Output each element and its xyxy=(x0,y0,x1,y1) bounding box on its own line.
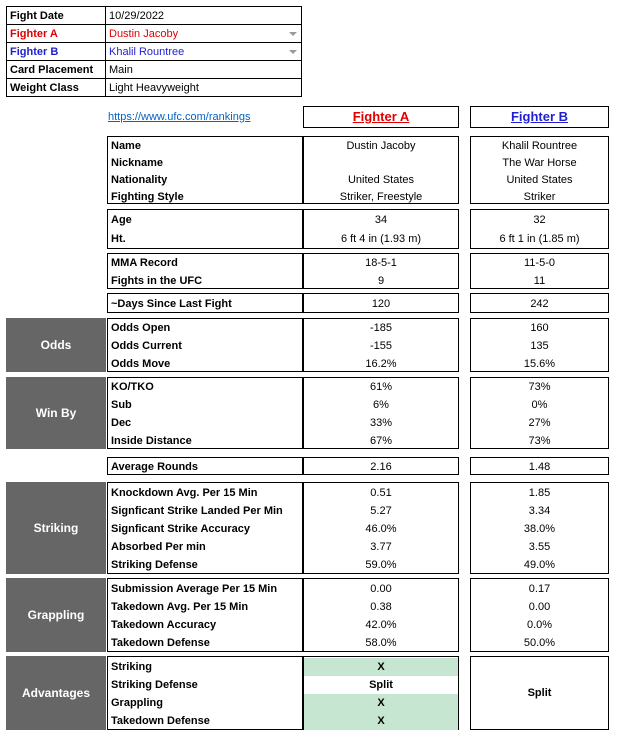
advantages-fighter-b-value: Split xyxy=(527,687,552,699)
odds-current-label: Odds Current xyxy=(111,340,182,352)
striking-fighter-a-values xyxy=(303,482,459,574)
dec-label: Dec xyxy=(111,417,132,429)
average-rounds-labels xyxy=(107,457,303,475)
takedown-avg-per-15-min-label: Takedown Avg. Per 15 Min xyxy=(111,601,249,613)
fighter-b-row xyxy=(7,43,302,61)
physical-fighter-a-values xyxy=(303,209,459,249)
weight-class-row xyxy=(7,79,302,97)
dec-fighter-a-value: 33% xyxy=(369,417,393,429)
signficant-strike-landed-per-min-fighter-a-value: 5.27 xyxy=(370,505,392,517)
odds-current-fighter-a-value: -155 xyxy=(369,340,393,352)
grappling-fighter-a-values xyxy=(303,578,459,652)
dec-fighter-b-value: 27% xyxy=(528,417,551,429)
days-since-last-fight-fighter-a-value: 120 xyxy=(371,298,391,310)
weight-class-label: Weight Class xyxy=(7,79,106,97)
age-fighter-a-value: 34 xyxy=(374,214,388,226)
fights-in-the-ufc-fighter-b-value: 11 xyxy=(533,275,546,287)
advantages-fighter-b-values xyxy=(470,656,609,730)
absorbed-per-min-fighter-b-value: 3.55 xyxy=(528,541,551,553)
fighter-a-value: Dustin Jacoby xyxy=(109,27,179,40)
average-rounds-fighter-b-values xyxy=(470,457,609,475)
average-rounds-fighter-a-value: 2.16 xyxy=(370,461,392,473)
profile-fighter-b-values xyxy=(470,136,609,204)
physical-labels xyxy=(107,209,303,249)
record-labels xyxy=(107,253,303,289)
signficant-strike-accuracy-fighter-b-value: 38.0% xyxy=(523,523,556,535)
profile-fighter-a-values xyxy=(303,136,459,204)
striking-defense-label: Striking Defense xyxy=(111,679,198,691)
odds-open-label: Odds Open xyxy=(111,322,171,334)
striking-defense-label: Striking Defense xyxy=(111,559,198,571)
win-by-fighter-a-values xyxy=(303,377,459,449)
odds-section-header: Odds xyxy=(6,318,106,372)
advantages-fighter-a-values xyxy=(303,656,459,730)
grappling-labels xyxy=(107,578,303,652)
striking-defense-fighter-b-value: 49.0% xyxy=(523,559,556,571)
fighter-b-header: Fighter B xyxy=(470,106,609,128)
takedown-defense-fighter-a-value: 58.0% xyxy=(365,637,397,649)
inside-distance-label: Inside Distance xyxy=(111,435,192,447)
ht-label: Ht. xyxy=(111,233,126,245)
knockdown-avg-per-15-min-fighter-b-value: 1.85 xyxy=(528,487,551,499)
win-by-fighter-b-values xyxy=(470,377,609,449)
submission-average-per-15-min-fighter-a-value: 0.00 xyxy=(370,583,392,595)
record-fighter-a-values xyxy=(303,253,459,289)
days-since-last-fight-fighter-b-value: 242 xyxy=(530,298,549,310)
signficant-strike-landed-per-min-fighter-b-value: 3.34 xyxy=(528,505,551,517)
fight-date-value[interactable]: 10/29/2022 xyxy=(106,7,302,25)
signficant-strike-accuracy-fighter-a-value: 46.0% xyxy=(365,523,397,535)
ht-fighter-a-value: 6 ft 4 in (1.93 m) xyxy=(340,233,422,245)
submission-average-per-15-min-label: Submission Average Per 15 Min xyxy=(111,583,278,595)
knockdown-avg-per-15-min-label: Knockdown Avg. Per 15 Min xyxy=(111,487,258,499)
card-placement-label: Card Placement xyxy=(7,61,106,79)
takedown-defense-fighter-b-value: 50.0% xyxy=(523,637,556,649)
record-fighter-b-values xyxy=(470,253,609,289)
profile-labels xyxy=(107,136,303,204)
takedown-defense-label: Takedown Defense xyxy=(111,637,210,649)
nickname-label: Nickname xyxy=(111,157,163,169)
grappling-fighter-b-values xyxy=(470,578,609,652)
takedown-accuracy-label: Takedown Accuracy xyxy=(111,619,217,631)
name-fighter-b-value: Khalil Rountree xyxy=(501,140,578,152)
takedown-accuracy-fighter-a-value: 42.0% xyxy=(365,619,397,631)
name-label: Name xyxy=(111,140,141,152)
odds-open-fighter-b-value: 160 xyxy=(530,322,549,334)
ko-tko-fighter-b-value: 73% xyxy=(528,381,551,393)
odds-move-label: Odds Move xyxy=(111,358,171,370)
physical-fighter-b-values xyxy=(470,209,609,249)
signficant-strike-accuracy-label: Signficant Strike Accuracy xyxy=(111,523,250,535)
grappling-label: Grappling xyxy=(111,697,163,709)
odds-move-fighter-a-value: 16.2% xyxy=(365,358,397,370)
striking-defense-fighter-a-value: Split xyxy=(369,679,393,691)
odds-open-fighter-a-value: -185 xyxy=(369,322,393,334)
fighter-b-select[interactable] xyxy=(106,43,302,61)
rankings-link[interactable]: https://www.ufc.com/rankings xyxy=(108,111,251,123)
average-rounds-fighter-b-value: 1.48 xyxy=(528,461,551,473)
card-placement-row xyxy=(7,61,302,79)
ko-tko-label: KO/TKO xyxy=(111,381,154,393)
signficant-strike-landed-per-min-label: Signficant Strike Landed Per Min xyxy=(111,505,283,517)
takedown-avg-per-15-min-fighter-a-value: 0.38 xyxy=(370,601,392,613)
submission-average-per-15-min-fighter-b-value: 0.17 xyxy=(528,583,551,595)
fighting-style-label: Fighting Style xyxy=(111,191,184,203)
odds-move-fighter-b-value: 15.6% xyxy=(523,358,556,370)
absorbed-per-min-label: Absorbed Per min xyxy=(111,541,206,553)
chevron-down-icon[interactable] xyxy=(289,32,297,36)
takedown-defense-fighter-a-value: X xyxy=(304,712,458,730)
age-fighter-b-value: 32 xyxy=(533,214,546,226)
odds-labels xyxy=(107,318,303,372)
odds-fighter-a-values xyxy=(303,318,459,372)
takedown-avg-per-15-min-fighter-b-value: 0.00 xyxy=(528,601,551,613)
mma-record-fighter-a-value: 18-5-1 xyxy=(365,257,397,269)
win-by-section-header: Win By xyxy=(6,377,106,449)
absorbed-per-min-fighter-a-value: 3.77 xyxy=(370,541,392,553)
inside-distance-fighter-b-value: 73% xyxy=(528,435,551,447)
inside-distance-fighter-a-value: 67% xyxy=(369,435,393,447)
card-placement-value[interactable]: Main xyxy=(106,61,302,79)
takedown-defense-label: Takedown Defense xyxy=(111,715,210,727)
fight-info-table xyxy=(6,6,302,97)
grappling-fighter-a-value: X xyxy=(304,694,458,712)
fighter-a-select[interactable] xyxy=(106,25,302,43)
age-label: Age xyxy=(111,214,132,226)
average-rounds-label: Average Rounds xyxy=(111,461,199,473)
average-rounds-fighter-a-values xyxy=(303,457,459,475)
chevron-down-icon[interactable] xyxy=(289,50,297,54)
nickname-fighter-a-value xyxy=(304,154,458,172)
sub-fighter-b-value: 0% xyxy=(531,399,548,411)
win-by-labels xyxy=(107,377,303,449)
fight-date-label: Fight Date xyxy=(7,7,106,25)
sub-label: Sub xyxy=(111,399,132,411)
odds-fighter-b-values xyxy=(470,318,609,372)
nationality-fighter-b-value: United States xyxy=(506,174,573,186)
days-labels xyxy=(107,293,303,313)
striking-section-header: Striking xyxy=(6,482,106,574)
fighter-a-header: Fighter A xyxy=(303,106,459,128)
fighting-style-fighter-a-value: Striker, Freestyle xyxy=(339,191,423,203)
striking-labels xyxy=(107,482,303,574)
striking-fighter-b-values xyxy=(470,482,609,574)
days-since-last-fight-label: ~Days Since Last Fight xyxy=(111,298,232,310)
nickname-fighter-b-value: The War Horse xyxy=(502,157,577,169)
fighter-b-label: Fighter B xyxy=(7,43,106,61)
striking-defense-fighter-a-value: 59.0% xyxy=(365,559,397,571)
striking-label: Striking xyxy=(111,661,152,673)
fights-in-the-ufc-fighter-a-value: 9 xyxy=(377,275,385,287)
nationality-fighter-a-value: United States xyxy=(347,174,415,186)
mma-record-fighter-b-value: 11-5-0 xyxy=(524,257,555,269)
advantages-section-header: Advantages xyxy=(6,656,106,730)
odds-current-fighter-b-value: 135 xyxy=(530,340,549,352)
fighter-a-row xyxy=(7,25,302,43)
days-fighter-b-values xyxy=(470,293,609,313)
nationality-label: Nationality xyxy=(111,174,168,186)
days-fighter-a-values xyxy=(303,293,459,313)
fighter-a-label: Fighter A xyxy=(7,25,106,43)
takedown-accuracy-fighter-b-value: 0.0% xyxy=(526,619,553,631)
fight-date-row xyxy=(7,7,302,25)
advantages-labels xyxy=(107,656,303,730)
ht-fighter-b-value: 6 ft 1 in (1.85 m) xyxy=(499,233,580,245)
fighter-b-value: Khalil Rountree xyxy=(109,45,185,58)
grappling-section-header: Grappling xyxy=(6,578,106,652)
knockdown-avg-per-15-min-fighter-a-value: 0.51 xyxy=(370,487,392,499)
weight-class-value[interactable]: Light Heavyweight xyxy=(106,79,302,97)
striking-fighter-a-value: X xyxy=(304,658,458,676)
ko-tko-fighter-a-value: 61% xyxy=(369,381,393,393)
fights-in-the-ufc-label: Fights in the UFC xyxy=(111,275,203,287)
mma-record-label: MMA Record xyxy=(111,257,178,269)
fighting-style-fighter-b-value: Striker xyxy=(523,191,556,203)
name-fighter-a-value: Dustin Jacoby xyxy=(346,140,416,152)
sub-fighter-a-value: 6% xyxy=(373,399,389,411)
